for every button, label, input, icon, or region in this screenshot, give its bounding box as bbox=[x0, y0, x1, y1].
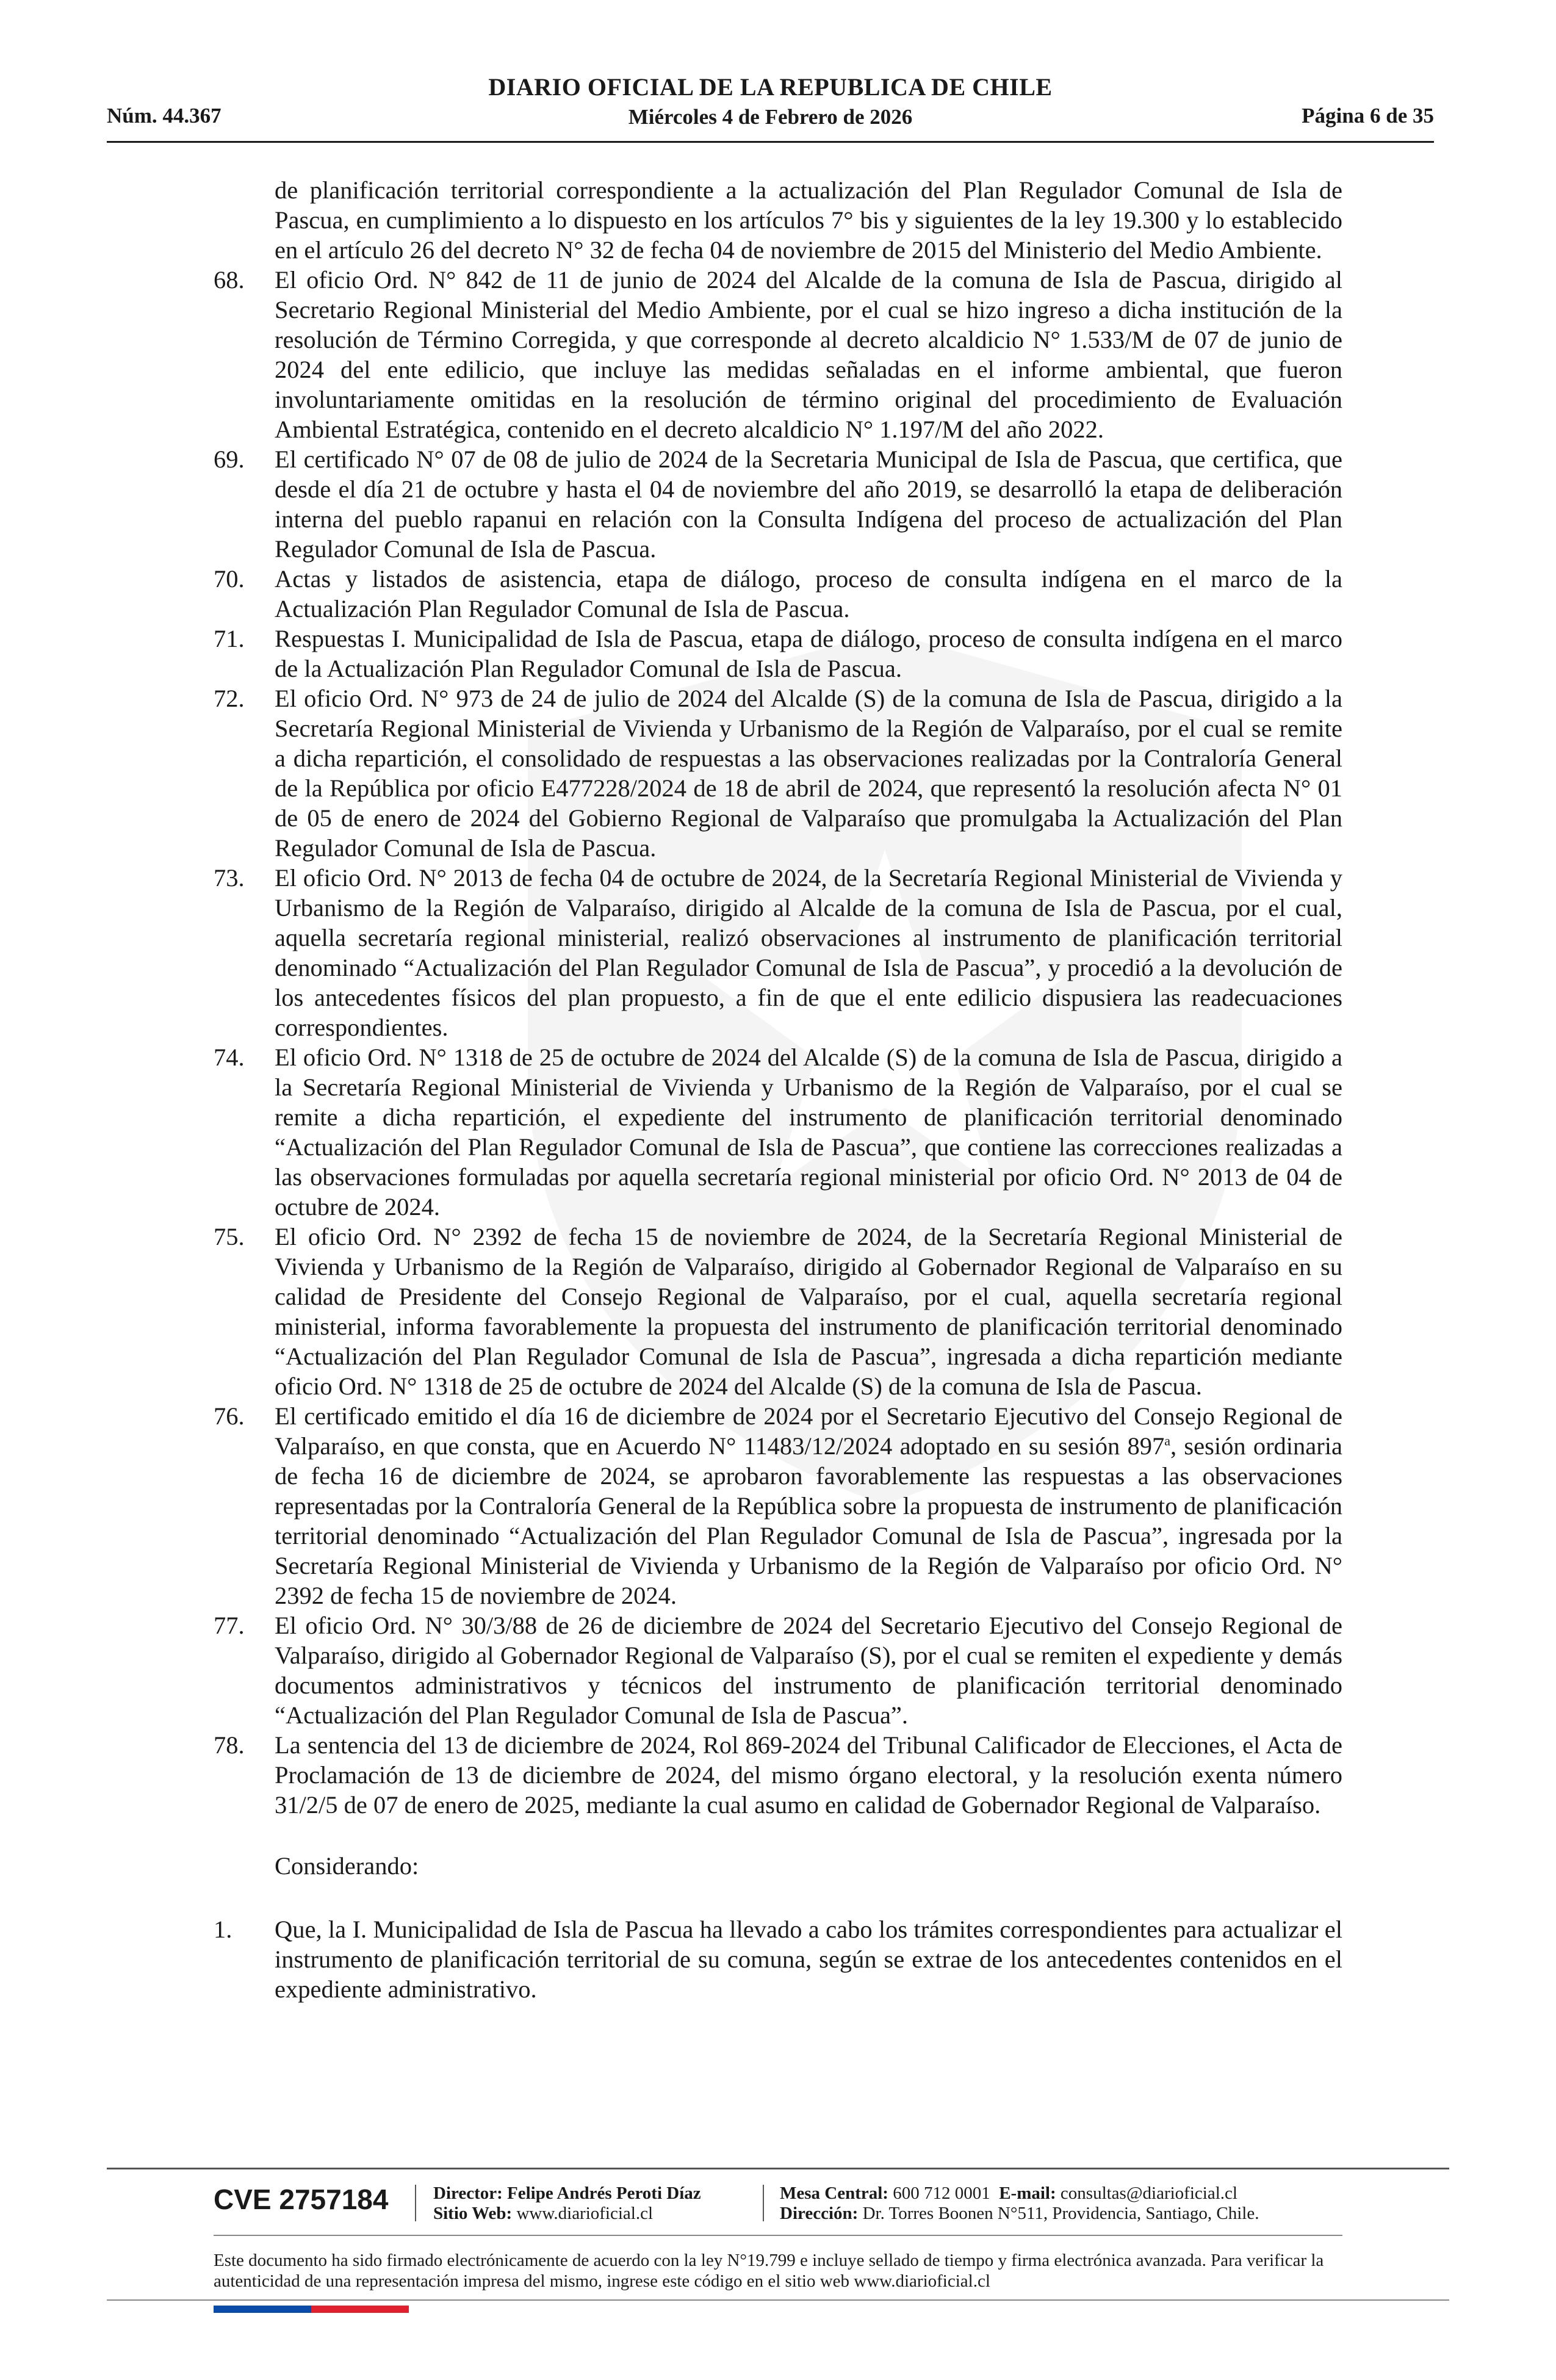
director-name: Felipe Andrés Peroti Díaz bbox=[507, 2183, 701, 2203]
address-value: Dr. Torres Boonen N°511, Providencia, Santiago, Chile. bbox=[862, 2204, 1259, 2223]
item-number: 77. bbox=[214, 1612, 245, 1639]
header-divider bbox=[107, 141, 1434, 143]
considerando-item bbox=[214, 1914, 1342, 2004]
considerando-heading: Considerando: bbox=[275, 1852, 419, 1880]
publication-title: DIARIO OFICIAL DE LA REPUBLICA DE CHILE bbox=[488, 73, 1053, 101]
item-number: 72. bbox=[214, 685, 245, 712]
cve-code: CVE 2757184 bbox=[214, 2183, 389, 2215]
item-text-part: , sesión ordinaria de fecha 16 de diciembre de 2024, se aprobaron favorablemente las respuestas a las observaciones representadas por la Contraloría General de la República sobre la propuesta de instrumento de planificación territorial denominado “Actualización del Plan Regulador Comunal de Isla de Pascua”, ingresada por la Secretaría Regional Ministerial de Vivienda y Urbanismo de la Región de Valparaíso por oficio Ord. N° 2392 de fecha 15 de noviembre de 2024. bbox=[275, 1432, 1342, 1609]
footer-contact-block bbox=[780, 2183, 1259, 2224]
publication-date: Miércoles 4 de Febrero de 2026 bbox=[628, 105, 913, 129]
list-item bbox=[214, 624, 1342, 683]
item-number: 73. bbox=[214, 864, 245, 892]
item-number: 69. bbox=[214, 445, 245, 473]
item-number: 75. bbox=[214, 1223, 245, 1250]
signature-disclaimer: Este documento ha sido firmado electrónicamente de acuerdo con la ley N°19.799 e incluye sellado de tiempo y firma electrónica avanzada. Para verificar la autenticidad de una representación impresa del mismo, ingrese este código en el sitio web www.diarioficial.cl bbox=[214, 2251, 1324, 2291]
website-link[interactable]: www.diarioficial.cl bbox=[516, 2204, 654, 2223]
superscript: a bbox=[1164, 1433, 1170, 1449]
item-number: 1. bbox=[214, 1916, 232, 1943]
page-number: Página 6 de 35 bbox=[1302, 104, 1434, 128]
list-item bbox=[214, 1401, 1342, 1610]
email-label: E-mail: bbox=[999, 2183, 1056, 2203]
footer-separator bbox=[763, 2185, 764, 2221]
item-number: 76. bbox=[214, 1402, 245, 1430]
footer-divider bbox=[107, 2299, 1449, 2301]
list-item bbox=[214, 1222, 1342, 1401]
item-text bbox=[275, 1401, 1342, 1610]
list-item bbox=[214, 444, 1342, 564]
list-item bbox=[214, 863, 1342, 1042]
flag-stripe bbox=[214, 2306, 409, 2313]
document-body bbox=[214, 175, 1342, 2004]
item-text: El certificado N° 07 de 08 de julio de 2024 de la Secretaria Municipal de Isla de Pascua, que certifica, que desde el día 21 de octubre y hasta el 04 de noviembre del año 2019, se desarrolló la etapa de deliberación interna del pueblo rapanui en relación con la Consulta Indígena del proceso de actualización del Plan Regulador Comunal de Isla de Pascua. bbox=[275, 445, 1342, 563]
list-item bbox=[214, 1610, 1342, 1730]
item-number: 74. bbox=[214, 1044, 245, 1071]
item-number: 78. bbox=[214, 1731, 245, 1759]
phone-label: Mesa Central: bbox=[780, 2183, 888, 2203]
email-link[interactable]: consultas@diarioficial.cl bbox=[1060, 2183, 1237, 2203]
item-text: El oficio Ord. N° 1318 de 25 de octubre de 2024 del Alcalde (S) de la comuna de Isla de Pascua, dirigido a la Secretaría Regional Ministerial de Vivienda y Urbanismo de la Región de Valparaíso, por el cual se remite a dicha repartición, el expediente del instrumento de planificación territorial denominado “Actualización del Plan Regulador Comunal de Isla de Pascua”, que contiene las correcciones realizadas a las observaciones formuladas por aquella secretaría regional ministerial por oficio Ord. N° 2013 de 04 de octubre de 2024. bbox=[275, 1044, 1342, 1221]
item-number: 68. bbox=[214, 266, 245, 294]
issue-number: Núm. 44.367 bbox=[107, 104, 222, 128]
list-item bbox=[214, 1042, 1342, 1222]
item-text: Que, la I. Municipalidad de Isla de Pascua ha llevado a cabo los trámites correspondientes para actualizar el instrumento de planificación territorial de su comuna, según se extrae de los antecedentes contenidos en el expediente administrativo. bbox=[275, 1916, 1342, 2003]
list-item bbox=[214, 265, 1342, 444]
address-label: Dirección: bbox=[780, 2204, 859, 2223]
item-text: Respuestas I. Municipalidad de Isla de Pascua, etapa de diálogo, proceso de consulta indígena en el marco de la Actualización Plan Regulador Comunal de Isla de Pascua. bbox=[275, 625, 1342, 682]
flag-red-band bbox=[311, 2306, 409, 2313]
intro-continuation: de planificación territorial correspondiente a la actualización del Plan Regulador Comunal de Isla de Pascua, en cumplimiento a lo dispuesto en los artículos 7° bis y siguientes de la ley 19.300 y lo establecido en el artículo 26 del decreto N° 32 de fecha 04 de noviembre de 2015 del Ministerio del Medio Ambiente. bbox=[275, 176, 1342, 264]
item-text: Actas y listados de asistencia, etapa de diálogo, proceso de consulta indígena en el marco de la Actualización Plan Regulador Comunal de Isla de Pascua. bbox=[275, 565, 1342, 622]
flag-blue-band bbox=[214, 2306, 311, 2313]
item-text: El oficio Ord. N° 2013 de fecha 04 de octubre de 2024, de la Secretaría Regional Ministerial de Vivienda y Urbanismo de la Región de Valparaíso, dirigido al Alcalde de la comuna de Isla de Pascua, por el cual, aquella secretaría regional ministerial, realizó observaciones al instrumento de planificación territorial denominado “Actualización del Plan Regulador Comunal de Isla de Pascua”, y procedió a la devolución de los antecedentes físicos del plan propuesto, a fin de que el ente edilicio dispusiera las readecuaciones correspondientes. bbox=[275, 864, 1342, 1041]
item-number: 70. bbox=[214, 565, 245, 593]
item-text: El oficio Ord. N° 842 de 11 de junio de 2024 del Alcalde de la comuna de Isla de Pascua, dirigido al Secretario Regional Ministerial del Medio Ambiente, por el cual se hizo ingreso a dicha institución de la resolución de Término Corregida, y que corresponde al decreto alcaldicio N° 1.533/M de 07 de junio de 2024 del ente edilicio, que incluye las medidas señaladas en el informe ambiental, que fueron involuntariamente omitidas en la resolución de término original del procedimiento de Evaluación Ambiental Estratégica, contenido en el decreto alcaldicio N° 1.197/M del año 2022. bbox=[275, 266, 1342, 443]
item-number: 71. bbox=[214, 625, 245, 652]
page-header bbox=[107, 72, 1434, 145]
item-text: El oficio Ord. N° 2392 de fecha 15 de noviembre de 2024, de la Secretaría Regional Ministerial de Vivienda y Urbanismo de la Región de Valparaíso, dirigido al Gobernador Regional de Valparaíso en su calidad de Presidente del Consejo Regional de Valparaíso, por el cual, aquella secretaría regional ministerial, informa favorablemente la propuesta del instrumento de planificación territorial denominado “Actualización del Plan Regulador Comunal de Isla de Pascua”, ingresada a dicha repartición mediante oficio Ord. N° 1318 de 25 de octubre de 2024 del Alcalde (S) de la comuna de Isla de Pascua. bbox=[275, 1223, 1342, 1400]
footer-separator bbox=[415, 2185, 416, 2221]
director-label: Director: bbox=[433, 2183, 503, 2203]
item-text-part: El certificado emitido el día 16 de diciembre de 2024 por el Secretario Ejecutivo del Consejo Regional de Valparaíso, en que consta, que en Acuerdo N° 11483/12/2024 adoptado en su sesión 897 bbox=[275, 1402, 1342, 1460]
item-text: El oficio Ord. N° 30/3/88 de 26 de diciembre de 2024 del Secretario Ejecutivo del Consejo Regional de Valparaíso, dirigido al Gobernador Regional de Valparaíso (S), por el cual se remiten el expediente y demás documentos administrativos y técnicos del instrumento de planificación territorial denominado “Actualización del Plan Regulador Comunal de Isla de Pascua”. bbox=[275, 1612, 1342, 1729]
list-item bbox=[214, 1730, 1342, 1820]
item-text: El oficio Ord. N° 973 de 24 de julio de 2024 del Alcalde (S) de la comuna de Isla de Pascua, dirigido a la Secretaría Regional Ministerial de Vivienda y Urbanismo de la Región de Valparaíso, por el cual se remite a dicha repartición, el consolidado de respuestas a las observaciones realizadas por la Contraloría General de la República por oficio E477228/2024 de 18 de abril de 2024, que representó la resolución afecta N° 01 de 05 de enero de 2024 del Gobierno Regional de Valparaíso que promulgaba la Actualización del Plan Regulador Comunal de Isla de Pascua. bbox=[275, 685, 1342, 862]
phone-value: 600 712 0001 bbox=[893, 2183, 990, 2203]
footer-divider bbox=[107, 2168, 1449, 2169]
masthead bbox=[107, 72, 1434, 132]
website-label: Sitio Web: bbox=[433, 2204, 513, 2223]
list-item bbox=[214, 564, 1342, 624]
footer-divider bbox=[214, 2235, 1342, 2236]
footer-director-block bbox=[433, 2183, 701, 2224]
item-text: La sentencia del 13 de diciembre de 2024, Rol 869-2024 del Tribunal Calificador de Elecciones, el Acta de Proclamación de 13 de diciembre de 2024, del mismo órgano electoral, y la resolución exenta número 31/2/5 de 07 de enero de 2025, mediante la cual asumo en calidad de Gobernador Regional de Valparaíso. bbox=[275, 1731, 1342, 1819]
list-item bbox=[214, 683, 1342, 863]
